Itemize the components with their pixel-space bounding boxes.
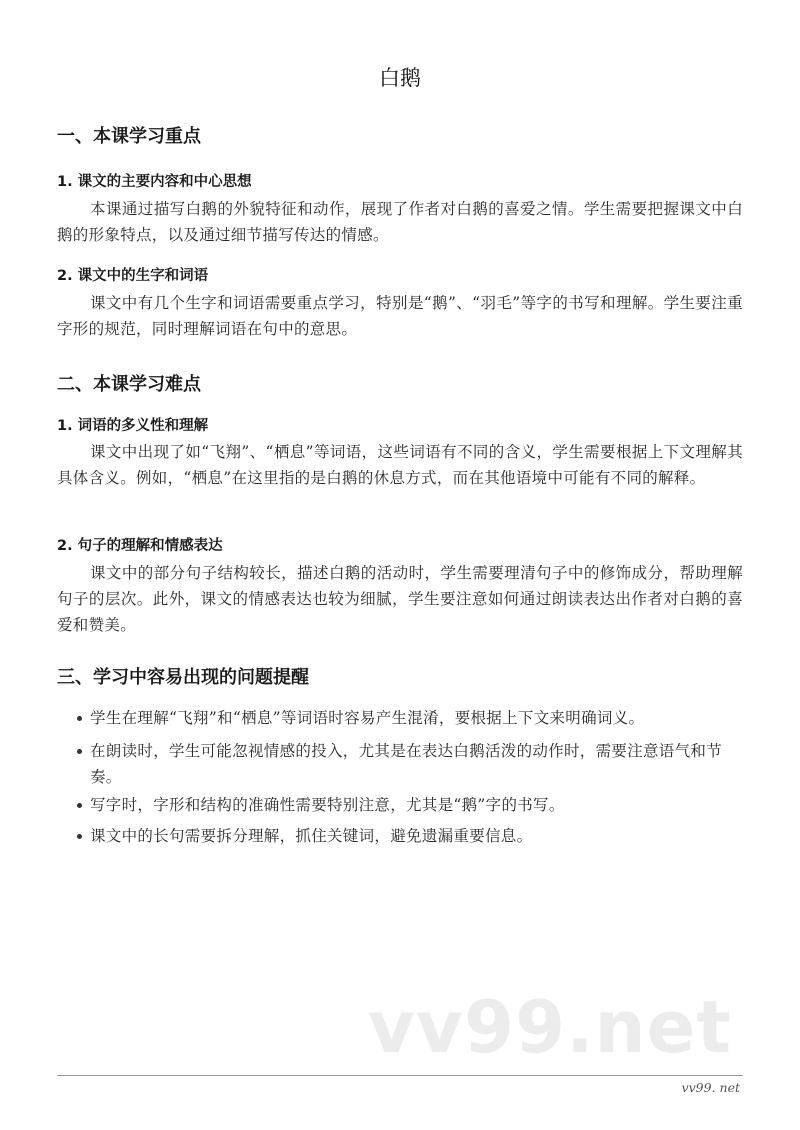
paragraph-2-1: 课文中出现了如“飞翔”、“栖息”等词语，这些词语有不同的含义，学生需要根据上下文理解其具体含义。例如，“栖息”在这里指的是白鹅的休息方式，而在其他语境中可能有不同的解释。 — [57, 443, 743, 487]
bullet-dot-icon — [77, 803, 82, 808]
paragraph-1-1: 本课通过描写白鹅的外貌特征和动作，展现了作者对白鹅的喜爱之情。学生需要把握课文中白鹅的形象特点，以及通过细节描写传达的情感。 — [57, 200, 743, 244]
footer-divider — [57, 1075, 743, 1076]
subsection-heading-1-1: 1. 课文的主要内容和中心思想 — [57, 174, 252, 190]
paragraph-2-2: 课文中的部分句子结构较长，描述白鹅的活动时，学生需要理清句子中的修饰成分，帮助理解句子的层次。此外，课文的情感表达也较为细腻，学生要注意如何通过朗读表达出作者对白鹅的喜爱和赞美。 — [57, 564, 743, 634]
subsection-heading-1-2: 2. 课文中的生字和词语 — [57, 268, 209, 284]
bullet-item: 学生在理解“飞翔”和“栖息”等词语时容易产生混淆，要根据上下文来明确词义。 — [77, 705, 745, 731]
section-heading-1: 一、本课学习重点 — [57, 126, 201, 147]
bullet-dot-icon — [77, 749, 82, 754]
subsection-heading-2-1: 1. 词语的多义性和理解 — [57, 418, 209, 434]
bullet-dot-icon — [77, 716, 82, 721]
section-heading-2: 二、本课学习难点 — [57, 374, 201, 395]
bullet-item: 在朗读时，学生可能忽视情感的投入，尤其是在表达白鹅活泼的动作时，需要注意语气和节奏。 — [77, 738, 745, 790]
bullet-item: 课文中的长句需要拆分理解，抓住关键词，避免遗漏重要信息。 — [77, 823, 745, 849]
bullet-dot-icon — [77, 834, 82, 839]
paragraph-1-2: 课文中有几个生字和词语需要重点学习，特别是“鹅”、“羽毛”等字的书写和理解。学生要注重字形的规范，同时理解词语在句中的意思。 — [57, 294, 743, 338]
document-title: 白鹅 — [379, 66, 421, 90]
footer-text: vv99. net — [681, 1080, 740, 1095]
section-heading-3: 三、学习中容易出现的问题提醒 — [57, 667, 309, 688]
bullet-item: 写字时，字形和结构的准确性需要特别注意，尤其是“鹅”字的书写。 — [77, 792, 745, 818]
watermark: vv99.net — [368, 985, 732, 1069]
subsection-heading-2-2: 2. 句子的理解和情感表达 — [57, 538, 223, 554]
